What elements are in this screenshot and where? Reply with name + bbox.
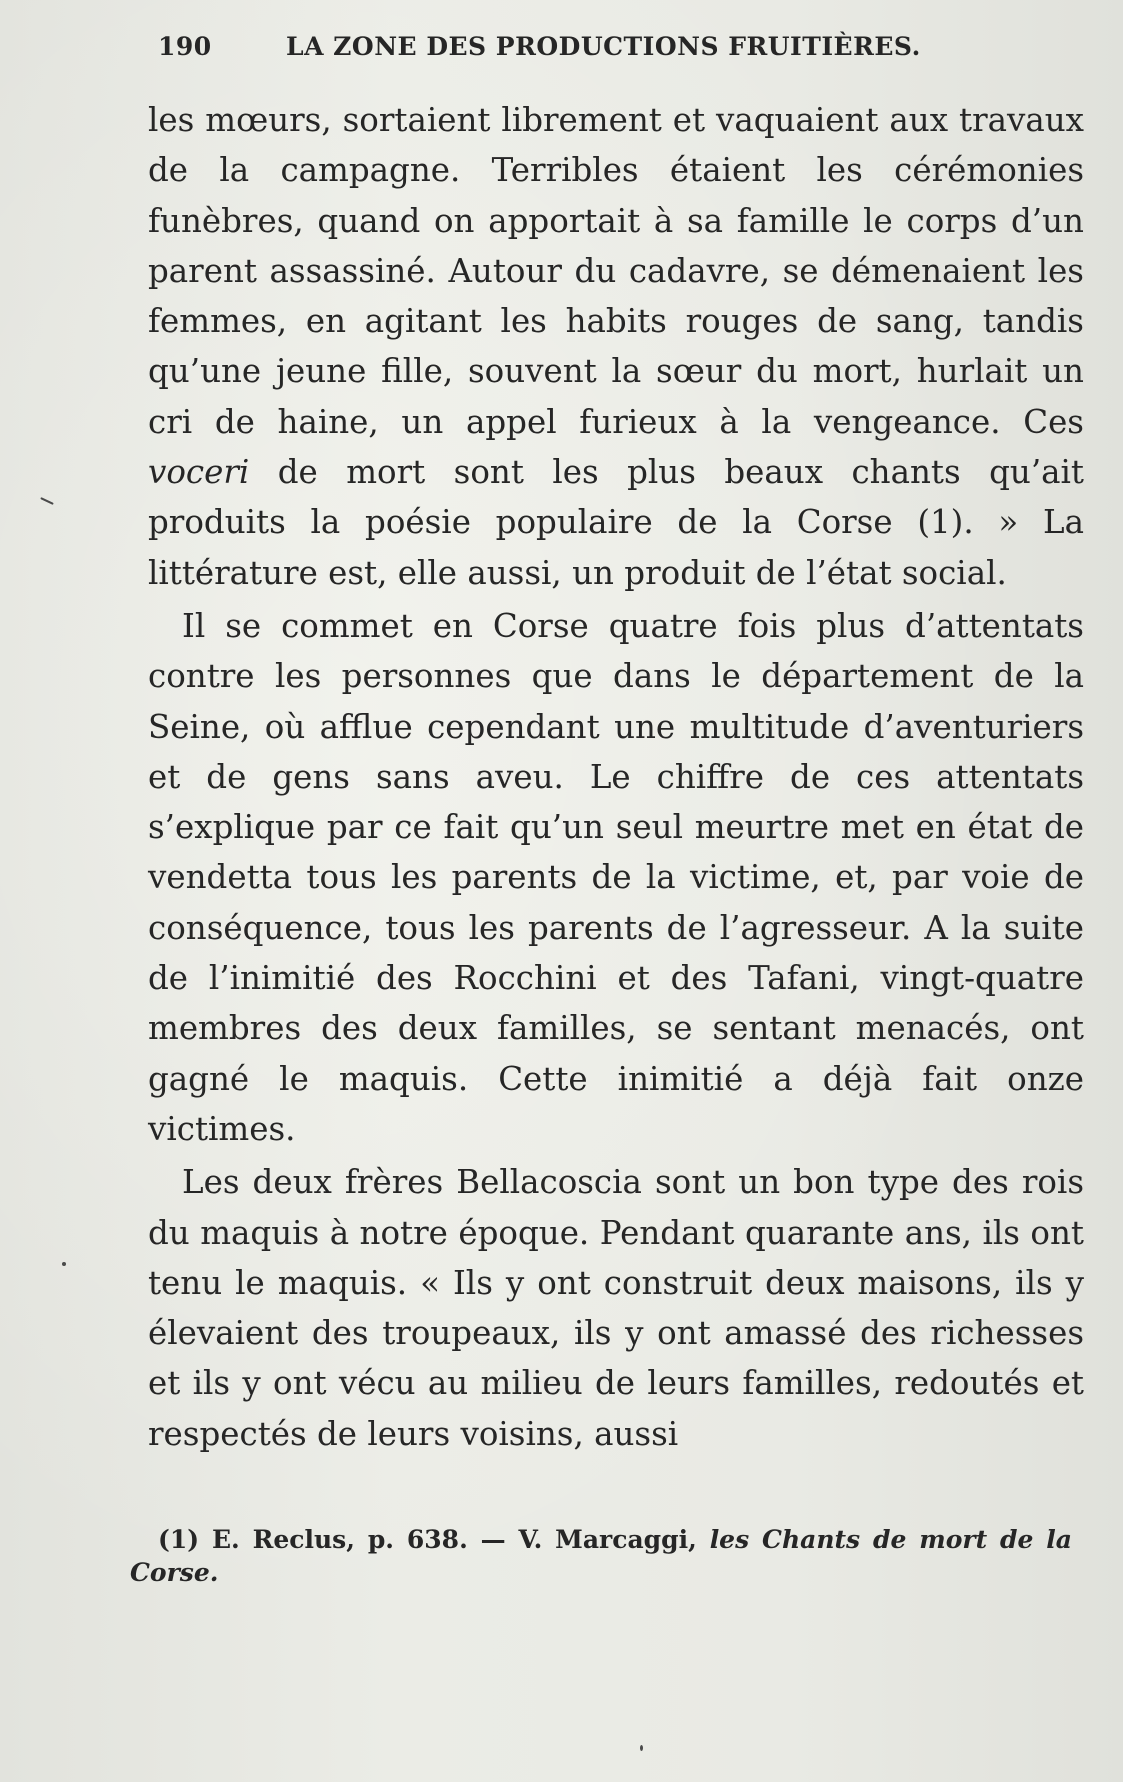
footnote: [130, 1523, 1072, 1589]
paragraph-1-italic-term: voceri: [148, 453, 250, 492]
running-title: LA ZONE DES PRODUCTIONS FRUITIÈRES.: [286, 32, 921, 61]
footnote-text: (1) E. Reclus, p. 638. — V. Marcaggi,: [158, 1525, 710, 1554]
paragraph-2: Il se commet en Corse quatre fois plus d’attentats contre les personnes que dans le département de la Seine, où afflue cependant une multitude d’aventuriers et de gens sans aveu. Le chiffre de ces attentats s’explique par ce fait qu’un seul meurtre met en état de vendetta tous les parents de la victime, et, par voie de conséquence, tous les parents de l’agresseur. A la suite de l’inimitié des Rocchini et des Tafani, vingt-quatre membres des deux familles, se sentant menacés, ont gagné le maquis. Cette inimitié a déjà fait onze victimes.: [148, 606, 1084, 1148]
ink-speck: [640, 1745, 643, 1751]
page-number: 190: [158, 32, 212, 61]
paragraph-1-text: les mœurs, sortaient librement et vaquaient aux travaux de la campagne. Terribles étaient les cérémonies funèbres, quand on apportait à sa famille le corps d’un parent assassiné. Autour du cadavre, se démenaient les femmes, en agitant les habits rouges de sang, tandis qu’une jeune fille, souvent la sœur du mort, hurlait un cri de haine, un appel furieux à la vengeance. Ces: [148, 101, 1084, 441]
paragraph-3: Les deux frères Bellacoscia sont un bon type des rois du maquis à notre époque. Pendant quarante ans, ils ont tenu le maquis. « Ils y ont construit deux maisons, ils y élevaient des troupeaux, ils y ont amassé des richesses et ils y ont vécu au milieu de leurs familles, redoutés et respectés de leurs voisins, aussi: [148, 1163, 1084, 1453]
body-text: [148, 95, 1084, 1459]
ink-speck: [62, 1262, 66, 1266]
footnote-italic-title: les Chants de mort de la Corse.: [130, 1525, 1072, 1587]
paragraph-1-text-end: de mort sont les plus beaux chants qu’ait produits la poésie populaire de la Corse (1). » La littérature est, elle aussi, un produit de l’état social.: [148, 453, 1084, 592]
running-head: [158, 32, 958, 72]
ink-speck: [40, 497, 54, 505]
paragraph-1: [148, 95, 1084, 598]
